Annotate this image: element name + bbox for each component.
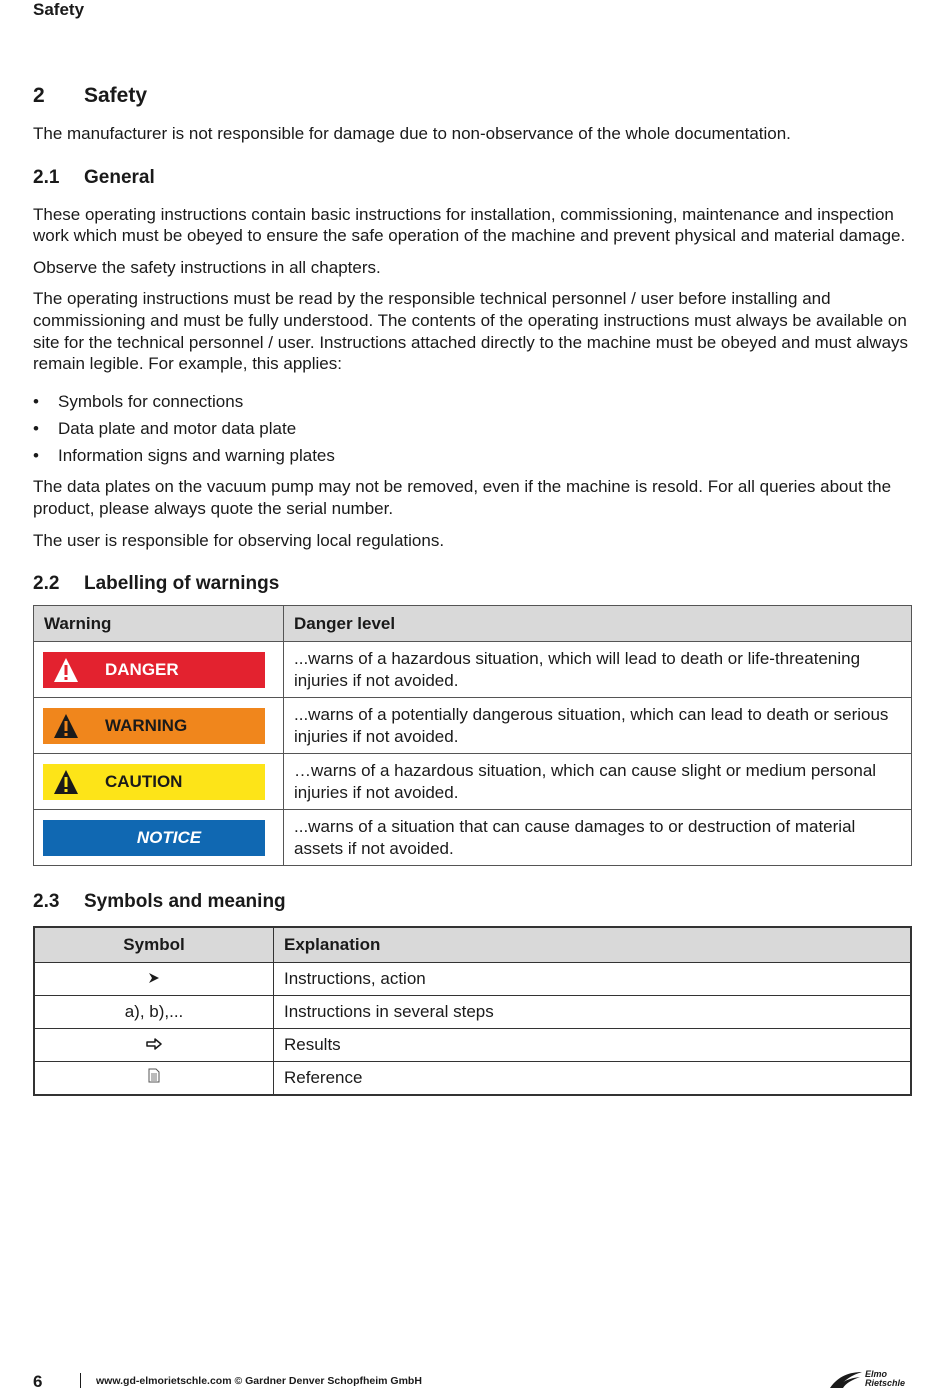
explanation-cell: Instructions, action [274,963,912,996]
table-row [34,1062,911,1096]
general-paragraph-5: The user is responsible for observing local regulations. [33,530,445,550]
badge-label: CAUTION [105,771,183,791]
notice-description: ...warns of a situation that can cause damages to or destruction of material assets if not avoided. [284,810,912,866]
danger-badge [43,652,265,688]
warnings-title: Labelling of warnings [84,573,280,595]
table-row [34,810,912,866]
section-intro: The manufacturer is not responsible for damage due to non-observance of the whole documentation. [33,124,791,143]
general-number: 2.1 [33,166,60,188]
badge-label: NOTICE [136,827,202,847]
symbols-heading [33,891,913,913]
logo-line-2: Rietschle [865,1378,906,1388]
symbol-text-cell: a), b),... [34,996,274,1029]
column-header-warning: Warning [34,606,284,642]
notice-badge [43,820,265,856]
general-paragraph-2: Observe the safety instructions in all chapters. [33,257,381,277]
table-row [34,996,911,1029]
outline-arrow-icon [146,1038,162,1050]
warning-triangle-icon [53,657,79,683]
badge-label: DANGER [105,659,179,679]
danger-description: ...warns of a hazardous situation, which will lead to death or life-threatening injuries if not avoided. [284,642,912,698]
footer-text: www.gd-elmorietschle.com © Gardner Denver Schopfheim GmbH [96,1375,422,1387]
general-heading [33,167,913,189]
page-number: 6 [33,1372,43,1391]
caution-badge [43,764,265,800]
table-row [34,1029,911,1062]
applies-list [33,391,913,467]
column-header-danger-level: Danger level [284,606,912,642]
logo-swoosh-icon [828,1370,864,1390]
table-header-row [34,927,911,963]
logo-line-1: Elmo [865,1369,888,1379]
table-row [34,754,912,810]
list-item: • Data plate and motor data plate [33,418,913,440]
section-heading [33,84,913,108]
symbols-title: Symbols and meaning [84,891,286,913]
section-title: Safety [84,84,148,107]
warnings-table [33,605,912,866]
warning-badge [43,708,265,744]
warnings-heading [33,573,913,595]
column-header-symbol: Symbol [34,927,274,963]
badge-label: WARNING [105,715,188,735]
page-footer [33,1370,913,1394]
symbols-table [33,926,912,1096]
list-item: • Symbols for connections [33,391,913,413]
footer-separator [80,1373,81,1388]
general-paragraph-4: The data plates on the vacuum pump may not be removed, even if the machine is resold. For all queries about the product, please always quote the serial number. [33,477,892,518]
explanation-cell: Reference [274,1062,912,1096]
section-number: 2 [33,84,45,107]
explanation-cell: Results [274,1029,912,1062]
symbols-number: 2.3 [33,891,60,913]
warning-triangle-icon [53,713,79,739]
caution-description: …warns of a hazardous situation, which can cause slight or medium personal injuries if not avoided. [284,754,912,810]
list-item: • Information signs and warning plates [33,445,913,467]
logo-text [865,1370,905,1388]
table-header-row [34,606,912,642]
general-title: General [84,166,155,188]
warning-triangle-icon [53,769,79,795]
explanation-cell: Instructions in several steps [274,996,912,1029]
table-row [34,698,912,754]
general-paragraph-3: The operating instructions must be read by the responsible technical personnel / user before installing and commissioning and must be fully understood. The contents of the operating instructions must always be available on site for the technical personnel / user. Instructions attached directly to the machine must be obeyed and must always remain legible. For example, this applies: [33,289,909,374]
column-header-explanation: Explanation [274,927,912,963]
elmo-rietschle-logo [828,1370,913,1392]
warning-description: ...warns of a potentially dangerous situation, which can lead to death or serious injuries if not avoided. [284,698,912,754]
page-content [33,84,913,1096]
table-row [34,963,911,996]
general-paragraph-1: These operating instructions contain basic instructions for installation, commissioning, maintenance and inspection work which must be obeyed to ensure the safe operation of the machine and prevent physical and material damage. [33,204,906,246]
arrowhead-icon [148,972,160,984]
table-row [34,642,912,698]
warnings-number: 2.2 [33,573,60,595]
document-icon [148,1068,160,1083]
running-header: Safety [33,0,85,19]
